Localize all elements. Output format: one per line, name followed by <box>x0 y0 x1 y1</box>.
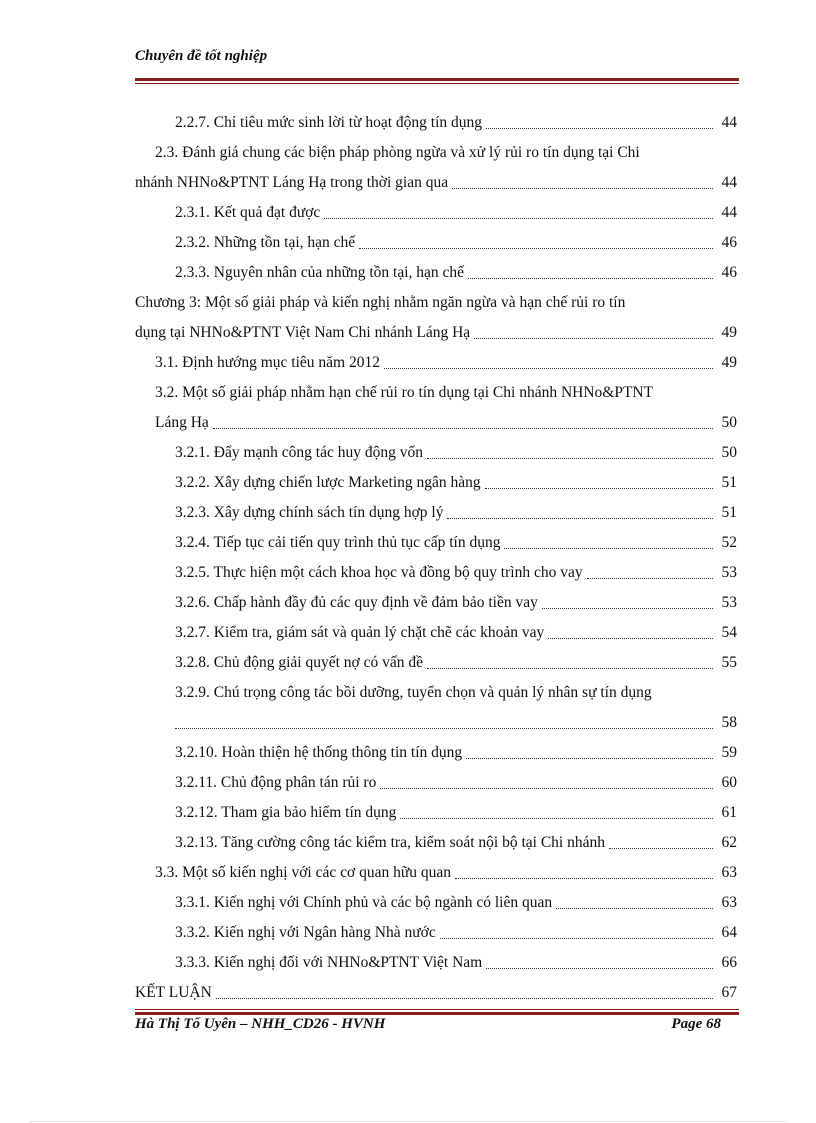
toc-entry-page-number: 61 <box>721 804 737 821</box>
toc-dot-leader <box>447 518 713 519</box>
toc-entry-title: Chương 3: Một số giải pháp và kiến nghị nhằm ngăn ngừa và hạn chế rủi ro tín <box>135 294 626 311</box>
toc-dot-leader <box>452 188 713 189</box>
toc-entry[interactable] <box>135 708 739 738</box>
toc-entry[interactable] <box>135 918 739 948</box>
toc-entry[interactable] <box>135 138 739 168</box>
toc-dot-leader <box>609 848 713 849</box>
toc-entry-title: 3.2.11. Chủ động phân tán rủi ro <box>175 774 377 791</box>
toc-entry[interactable] <box>135 858 739 888</box>
toc-dot-leader <box>556 908 713 909</box>
toc-entry-title: 2.3. Đánh giá chung các biện pháp phòng ngừa và xử lý rủi ro tín dụng tại Chi <box>155 144 640 161</box>
toc-dot-leader <box>359 248 713 249</box>
toc-dot-leader <box>324 218 713 219</box>
toc-entry[interactable] <box>135 198 739 228</box>
toc-entry-page-number: 66 <box>721 954 737 971</box>
toc-entry-title: 3.2.10. Hoàn thiện hệ thống thông tin tín dụng <box>175 744 463 761</box>
toc-entry[interactable] <box>135 948 739 978</box>
toc-entry-title: 3.2.5. Thực hiện một cách khoa học và đồng bộ quy trình cho vay <box>175 564 583 581</box>
toc-dot-leader <box>474 338 713 339</box>
toc-entry-title: 2.3.3. Nguyên nhân của những tồn tại, hạn chế <box>175 264 465 281</box>
toc-entry-title: 3.3.3. Kiến nghị đối với NHNo&PTNT Việt Nam <box>175 954 483 971</box>
toc-entry-title: nhánh NHNo&PTNT Láng Hạ trong thời gian qua <box>135 174 449 191</box>
toc-dot-leader <box>468 278 713 279</box>
toc-entry-title: 2.3.2. Những tồn tại, hạn chế <box>175 234 356 251</box>
toc-entry[interactable] <box>135 408 739 438</box>
toc-entry[interactable] <box>135 798 739 828</box>
toc-entry-page-number: 51 <box>721 474 737 491</box>
toc-entry-title: 3.3.2. Kiến nghị với Ngân hàng Nhà nước <box>175 924 436 941</box>
toc-dot-leader <box>427 458 713 459</box>
toc-entry-page-number: 49 <box>721 354 737 371</box>
toc-entry-page-number: 46 <box>721 264 737 281</box>
toc-entry-page-number: 54 <box>721 624 737 641</box>
toc-entry-title: 2.3.1. Kết quả đạt được <box>175 204 321 221</box>
toc-entry-page-number: 51 <box>721 504 737 521</box>
toc-dot-leader <box>542 608 713 609</box>
footer-rule <box>135 1009 739 1015</box>
toc-entry-page-number: 53 <box>721 564 737 581</box>
toc-entry-title: 3.2.6. Chấp hành đầy đủ các quy định về đảm bảo tiền vay <box>175 594 538 611</box>
toc-entry-page-number: 50 <box>721 444 737 461</box>
toc-entry[interactable] <box>135 288 739 318</box>
toc-entry-title: KẾT LUẬN <box>135 984 212 1001</box>
toc-entry[interactable] <box>135 498 739 528</box>
toc-entry-title: 3.2.8. Chủ động giải quyết nợ có vấn đề <box>175 654 423 671</box>
toc-entry[interactable] <box>135 468 739 498</box>
toc-entry-page-number: 60 <box>721 774 737 791</box>
toc-entry-title: 3.2.7. Kiểm tra, giám sát và quản lý chặt chẽ các khoản vay <box>175 624 545 641</box>
toc-dot-leader <box>213 428 713 429</box>
toc-entry[interactable] <box>135 378 739 408</box>
toc-entry-page-number: 63 <box>721 864 737 881</box>
toc-entry[interactable] <box>135 648 739 678</box>
toc-dot-leader <box>455 878 713 879</box>
toc-entry[interactable] <box>135 978 739 1008</box>
toc-dot-leader <box>175 728 713 729</box>
toc-dot-leader <box>400 818 713 819</box>
toc-dot-leader <box>486 968 713 969</box>
toc-entry[interactable] <box>135 738 739 768</box>
toc-entry-title: 3.3. Một số kiến nghị với các cơ quan hữu quan <box>155 864 451 881</box>
toc-entry[interactable] <box>135 348 739 378</box>
toc-dot-leader <box>384 368 713 369</box>
toc-entry-title: 3.2.9. Chú trọng công tác bồi dưỡng, tuyển chọn và quản lý nhân sự tín dụng <box>175 684 652 701</box>
toc-entry-page-number: 44 <box>721 114 737 131</box>
toc-dot-leader <box>504 548 713 549</box>
toc-entry-page-number: 63 <box>721 894 737 911</box>
toc-entry[interactable] <box>135 168 739 198</box>
toc-entry[interactable] <box>135 318 739 348</box>
toc-dot-leader <box>466 758 713 759</box>
toc-entry[interactable] <box>135 888 739 918</box>
toc-entry-title: 3.2.3. Xây dựng chính sách tín dụng hợp lý <box>175 504 444 521</box>
toc-entry[interactable] <box>135 588 739 618</box>
toc-dot-leader <box>548 638 713 639</box>
page-header-title: Chuyên đề tốt nghiệp <box>135 48 268 64</box>
toc-entry[interactable] <box>135 768 739 798</box>
toc-entry-title: Láng Hạ <box>155 414 209 431</box>
toc-entry-page-number: 67 <box>721 984 737 1001</box>
toc-entry-title: 3.2.4. Tiếp tục cải tiến quy trình thủ tục cấp tín dụng <box>175 534 501 551</box>
toc-entry-page-number: 46 <box>721 234 737 251</box>
toc-entry-page-number: 44 <box>721 174 737 191</box>
toc-entry-page-number: 59 <box>721 744 737 761</box>
toc-entry[interactable] <box>135 618 739 648</box>
toc-entry-page-number: 44 <box>721 204 737 221</box>
toc-entry-page-number: 62 <box>721 834 737 851</box>
toc-entry[interactable] <box>135 558 739 588</box>
toc-dot-leader <box>485 488 713 489</box>
toc-entry-title: 3.2. Một số giải pháp nhằm hạn chế rủi ro tín dụng tại Chi nhánh NHNo&PTNT <box>155 384 654 401</box>
footer-page-number: Page 68 <box>671 1016 721 1032</box>
table-of-contents <box>135 108 739 1008</box>
toc-entry[interactable] <box>135 108 739 138</box>
toc-entry-page-number: 53 <box>721 594 737 611</box>
toc-entry-page-number: 52 <box>721 534 737 551</box>
toc-dot-leader <box>440 938 713 939</box>
toc-entry[interactable] <box>135 228 739 258</box>
toc-entry-title: 3.1. Định hướng mục tiêu năm 2012 <box>155 354 380 371</box>
toc-dot-leader <box>216 998 713 999</box>
toc-entry-title: 2.2.7. Chỉ tiêu mức sinh lời từ hoạt động tín dụng <box>175 114 483 131</box>
toc-entry-page-number: 55 <box>721 654 737 671</box>
page-edge-divider <box>30 1121 786 1122</box>
toc-entry-title: 3.2.1. Đẩy mạnh công tác huy động vốn <box>175 444 423 461</box>
toc-entry-page-number: 50 <box>721 414 737 431</box>
toc-dot-leader <box>380 788 713 789</box>
toc-entry-title: 3.2.13. Tăng cường công tác kiểm tra, kiểm soát nội bộ tại Chi nhánh <box>175 834 605 851</box>
toc-entry-page-number: 49 <box>721 324 737 341</box>
toc-entry[interactable] <box>135 438 739 468</box>
toc-dot-leader <box>427 668 713 669</box>
toc-entry-title: 3.2.12. Tham gia bảo hiểm tín dụng <box>175 804 397 821</box>
toc-entry[interactable] <box>135 258 739 288</box>
page-footer <box>135 1016 721 1033</box>
header-rule <box>135 78 739 84</box>
footer-author: Hà Thị Tố Uyên – NHH_CD26 - HVNH <box>135 1016 386 1032</box>
toc-entry-title: 3.2.2. Xây dựng chiến lược Marketing ngân hàng <box>175 474 481 491</box>
toc-dot-leader <box>486 128 713 129</box>
toc-entry-title: 3.3.1. Kiến nghị với Chính phủ và các bộ ngành có liên quan <box>175 894 553 911</box>
toc-entry-page-number: 64 <box>721 924 737 941</box>
toc-entry[interactable] <box>135 528 739 558</box>
toc-entry-title: dụng tại NHNo&PTNT Việt Nam Chi nhánh Láng Hạ <box>135 324 471 341</box>
toc-entry-page-number: 58 <box>721 714 737 731</box>
toc-entry[interactable] <box>135 678 739 708</box>
toc-entry[interactable] <box>135 828 739 858</box>
toc-dot-leader <box>587 578 713 579</box>
